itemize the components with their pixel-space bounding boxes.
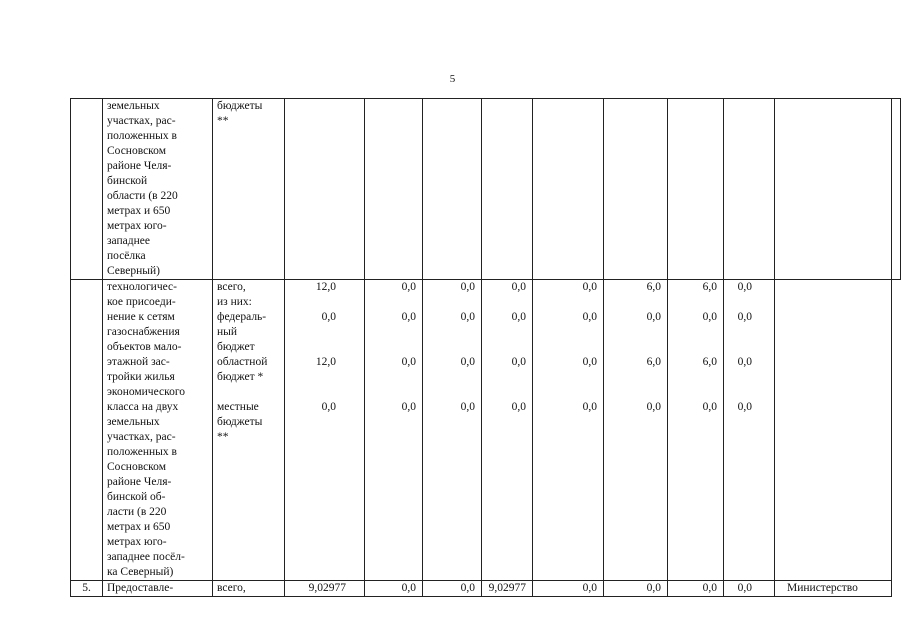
value: 0,0 (401, 281, 416, 293)
organization-cell (892, 99, 901, 280)
measure-name-cell (103, 99, 213, 280)
source-line: бюджет (217, 341, 255, 353)
value-cell (668, 280, 724, 581)
source-line: из них: (217, 296, 252, 308)
source-line: областной (217, 356, 268, 368)
value: 12,0 (315, 281, 336, 293)
value-cell: 9,02977 (482, 581, 533, 597)
name-line: метрах и 650 (107, 205, 171, 217)
value-cell: 0,0 (724, 581, 775, 597)
value: 0,0 (737, 311, 752, 323)
value: 6,0 (702, 356, 717, 368)
source-line: бюджеты (217, 100, 263, 112)
name-line: земельных (107, 100, 160, 112)
row-number: 5. (71, 581, 103, 597)
value: 0,0 (460, 401, 475, 413)
value: 0,0 (737, 356, 752, 368)
value: 6,0 (702, 281, 717, 293)
name-line: посёлка (107, 250, 146, 262)
value: 0,0 (460, 356, 475, 368)
value-cell: 0,0 (604, 581, 668, 597)
value-cell (533, 99, 604, 280)
value: 0,0 (737, 281, 752, 293)
organization-cell (775, 280, 892, 581)
name-line: тройки жилья (107, 371, 175, 383)
value: 0,0 (582, 356, 597, 368)
value-cell: 0,0 (423, 581, 482, 597)
budget-table (70, 98, 901, 597)
name-line: метрах юго- (107, 220, 167, 232)
table-row (71, 99, 901, 280)
value: 0,0 (646, 401, 661, 413)
table-row (71, 280, 901, 581)
value: 0,0 (321, 311, 336, 323)
name-line: Северный) (107, 265, 160, 277)
source-line: бюджет * (217, 371, 264, 383)
name-line: нение к сетям (107, 311, 175, 323)
value: 0,0 (511, 401, 526, 413)
source-line: ** (217, 431, 229, 443)
name-line: кое присоеди- (107, 296, 176, 308)
value: 6,0 (646, 356, 661, 368)
source-line: ** (217, 115, 229, 127)
name-line: класса на двух (107, 401, 179, 413)
value-cell (365, 280, 423, 581)
name-line: западнее (107, 235, 150, 247)
source-line: федераль- (217, 311, 267, 323)
value: 6,0 (646, 281, 661, 293)
name-line: участках, рас- (107, 115, 176, 127)
name-line: бинской (107, 175, 148, 187)
value: 0,0 (582, 401, 597, 413)
value: 0,0 (401, 401, 416, 413)
value-cell: 0,0 (533, 581, 604, 597)
value: 0,0 (321, 401, 336, 413)
funding-source-cell (213, 581, 285, 597)
value-cell (285, 99, 365, 280)
value-cell (775, 99, 892, 280)
value: 0,0 (460, 311, 475, 323)
row-number (71, 99, 103, 280)
value-cell (533, 280, 604, 581)
name-line: метрах и 650 (107, 521, 171, 533)
value-cell: 0,0 (365, 581, 423, 597)
value-cell (604, 99, 668, 280)
measure-name-cell (103, 581, 213, 597)
value: 0,0 (511, 281, 526, 293)
value: 0,0 (582, 311, 597, 323)
value-cell (668, 99, 724, 280)
name-line: ка Северный) (107, 566, 174, 578)
source-line: всего, (217, 582, 246, 594)
source-line: бюджеты (217, 416, 263, 428)
value-cell: 0,0 (668, 581, 724, 597)
name-line: технологичес- (107, 281, 177, 293)
page-number: 5 (449, 73, 456, 85)
name-line: районе Челя- (107, 160, 172, 172)
value: 0,0 (401, 311, 416, 323)
name-line: области (в 220 (107, 190, 178, 202)
funding-source-cell (213, 99, 285, 280)
name-line: ласти (в 220 (107, 506, 167, 518)
name-line: Сосновском (107, 145, 166, 157)
value-cell (482, 280, 533, 581)
value: 0,0 (511, 356, 526, 368)
name-line: метрах юго- (107, 536, 167, 548)
value-cell (724, 99, 775, 280)
value-cell: 9,02977 (285, 581, 365, 597)
name-line: положенных в (107, 130, 177, 142)
funding-source-cell (213, 280, 285, 581)
value: 0,0 (646, 311, 661, 323)
value: 0,0 (460, 281, 475, 293)
name-line: экономического (107, 386, 186, 398)
value: 0,0 (401, 356, 416, 368)
value: 0,0 (702, 311, 717, 323)
value-cell (724, 280, 775, 581)
value-cell (423, 99, 482, 280)
source-line: всего, (217, 281, 246, 293)
value: 12,0 (315, 356, 336, 368)
value-cell (482, 99, 533, 280)
name-line: бинской об- (107, 491, 166, 503)
table-row (71, 581, 901, 597)
measure-name-cell (103, 280, 213, 581)
value: 0,0 (737, 401, 752, 413)
source-line: ный (217, 326, 238, 338)
name-line: этажной зас- (107, 356, 170, 368)
name-line: земельных (107, 416, 160, 428)
value-cell (604, 280, 668, 581)
value-cell (365, 99, 423, 280)
value-cell (423, 280, 482, 581)
name-line: газоснабжения (107, 326, 180, 338)
name-line: Сосновском (107, 461, 166, 473)
name-line: западнее посёл- (107, 551, 185, 563)
name-line: объектов мало- (107, 341, 182, 353)
name-line: Предоставле- (107, 582, 174, 594)
value: 0,0 (702, 401, 717, 413)
name-line: положенных в (107, 446, 177, 458)
name-line: участках, рас- (107, 431, 176, 443)
organization-cell: Министерство (775, 581, 892, 597)
value-cell (285, 280, 365, 581)
name-line: районе Челя- (107, 476, 172, 488)
source-line: местные (217, 401, 259, 413)
value: 0,0 (511, 311, 526, 323)
row-number (71, 280, 103, 581)
value: 0,0 (582, 281, 597, 293)
